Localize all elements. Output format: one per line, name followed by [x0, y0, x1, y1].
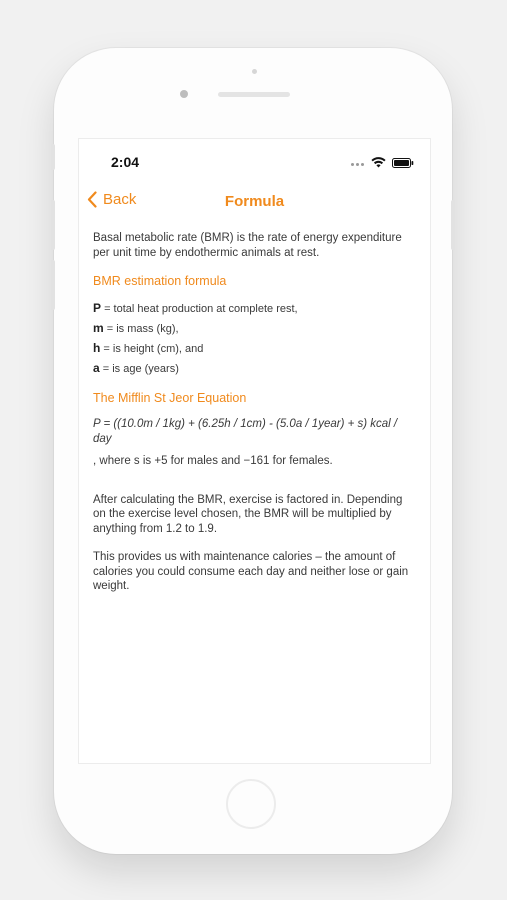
volume-down-button [51, 260, 55, 310]
where-text: , where s is +5 for males and −161 for females. [93, 455, 333, 467]
home-button[interactable] [226, 779, 276, 829]
wifi-icon [371, 157, 386, 168]
definition-symbol: P [93, 300, 102, 315]
mifflin-heading: The Mifflin St Jeor Equation [93, 390, 247, 405]
definition-row [93, 361, 416, 377]
status-bar [79, 154, 430, 174]
navigation-bar [79, 191, 430, 215]
definitions-list [93, 301, 416, 377]
proximity-sensor [252, 69, 257, 74]
battery-icon [392, 158, 414, 168]
equation-text: P = ((10.0m / 1kg) + (6.25h / 1cm) - (5.0a / 1year) + s) kcal / day [93, 418, 398, 445]
page-title: Formula [224, 193, 285, 210]
volume-up-button [51, 144, 55, 170]
exercise-text: After calculating the BMR, exercise is factored in. Depending on the exercise level chosen, the BMR will be multiplied by anything from 1.2 to 1.9. [93, 493, 403, 535]
screen [78, 138, 431, 764]
definition-symbol: a [93, 360, 100, 375]
earpiece-speaker [218, 92, 290, 97]
definition-symbol: h [93, 340, 101, 355]
definition-text: = total heat production at complete rest, [101, 302, 298, 315]
status-time: 2:04 [111, 154, 140, 170]
definition-row [93, 321, 416, 337]
volume-button [51, 200, 55, 250]
signal-dots-icon [351, 163, 364, 166]
front-camera [180, 90, 188, 98]
definition-text: = is height (cm), and [100, 342, 204, 355]
definition-row [93, 341, 416, 357]
definition-row [93, 301, 416, 317]
definition-symbol: m [93, 320, 104, 335]
formula-content [93, 231, 416, 594]
power-button [451, 200, 455, 250]
intro-text: Basal metabolic rate (BMR) is the rate of energy expenditure per unit time by endothermic animals at rest. [93, 232, 402, 259]
phone-frame [54, 48, 452, 854]
definition-text: = is mass (kg), [103, 322, 179, 335]
back-button-label: Back [103, 191, 137, 208]
maintenance-text: This provides us with maintenance calories – the amount of calories you could consume each day and neither lose or gain weight. [93, 551, 409, 592]
bmr-heading: BMR estimation formula [93, 274, 227, 288]
definition-text: = is age (years) [99, 362, 179, 375]
